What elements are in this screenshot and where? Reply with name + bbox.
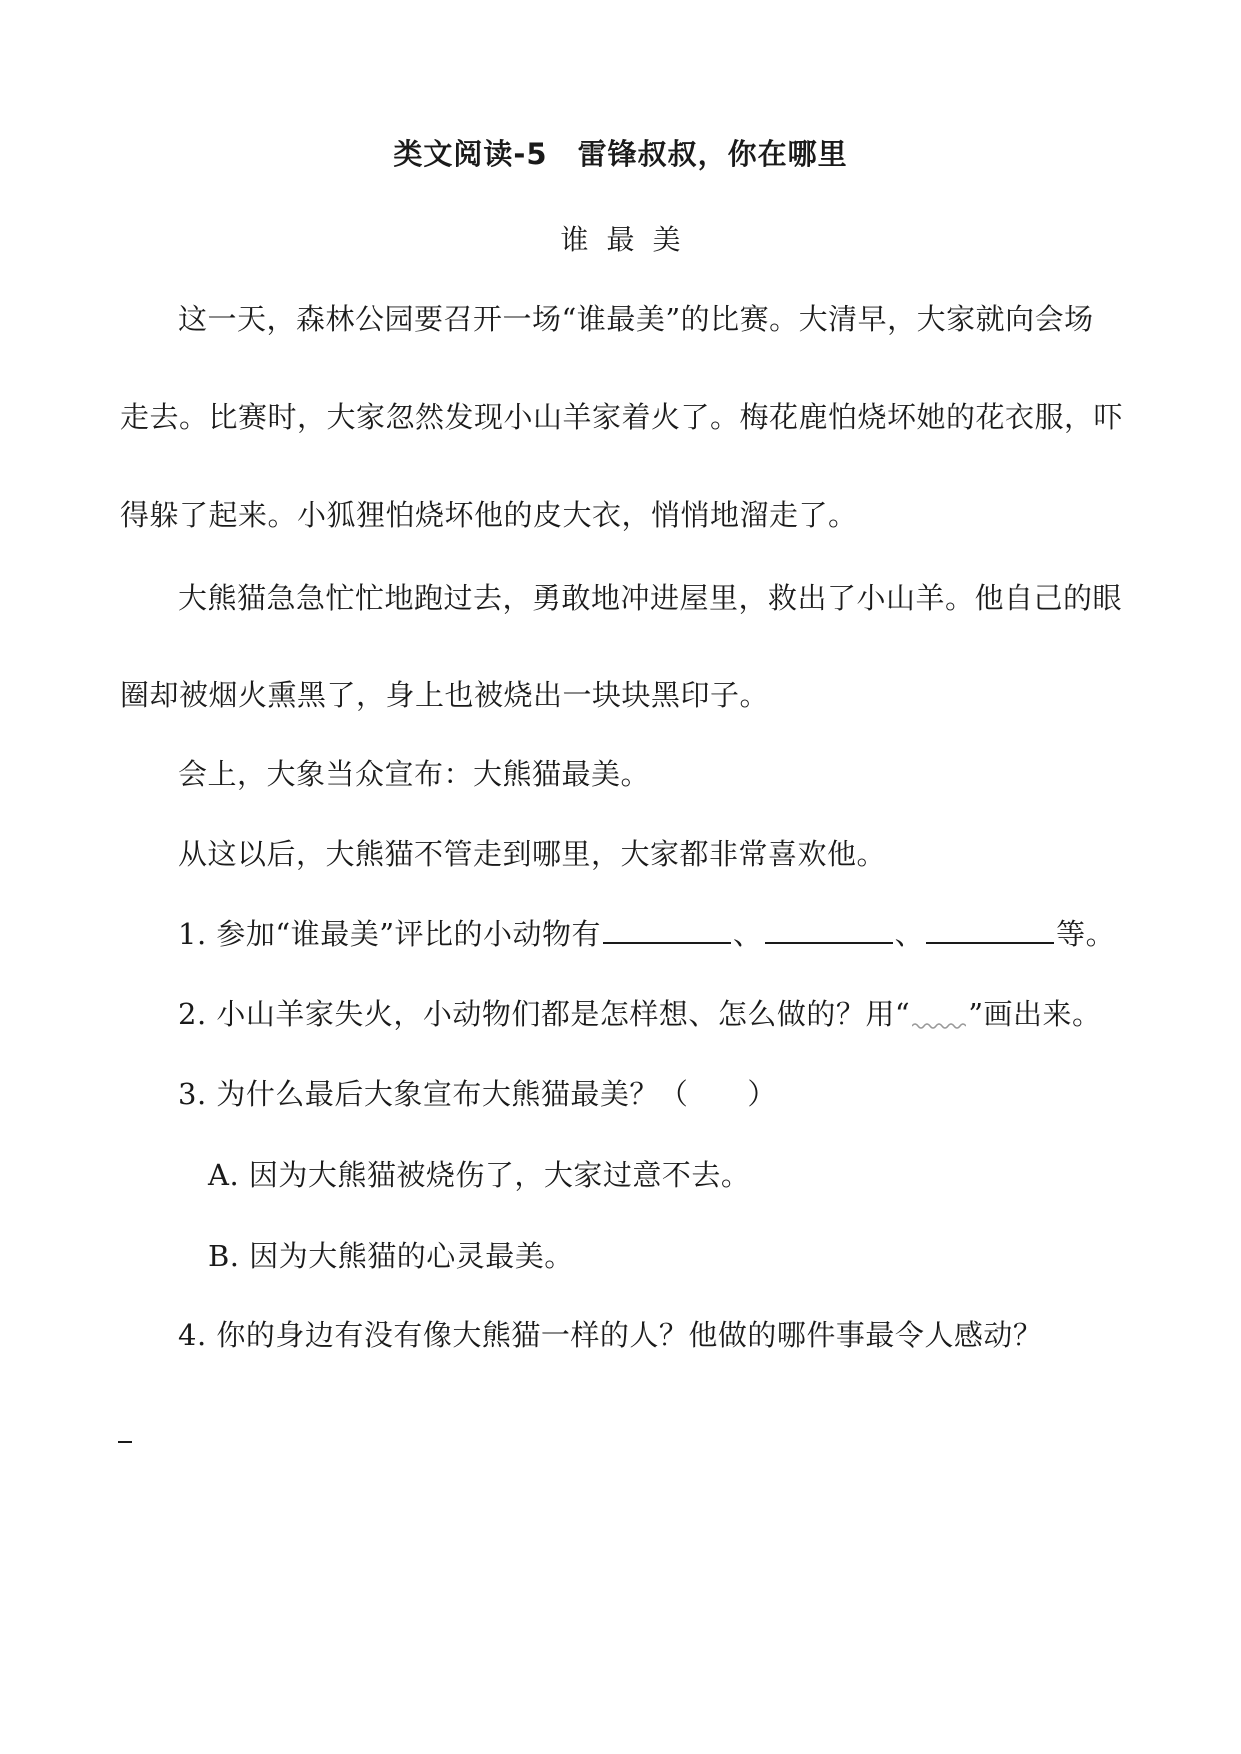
separator: 、 xyxy=(894,917,925,951)
passage-heading: 谁最美 xyxy=(560,223,699,256)
question-3: 3. 为什么最后大象宣布大熊猫最美？（ ） xyxy=(178,1077,777,1111)
answer-blank-1[interactable] xyxy=(603,918,731,944)
passage-line: 圈却被烟火熏黑了，身上也被烧出一块块黑印子。 xyxy=(120,678,770,712)
passage-line: 走去。比赛时，大家忽然发现小山羊家着火了。梅花鹿怕烧坏她的花衣服，吓 xyxy=(120,400,1124,434)
question-4: 4. 你的身边有没有像大熊猫一样的人？他做的哪件事最令人感动？ xyxy=(178,1318,1043,1352)
page-title: 类文阅读-5 雷锋叔叔，你在哪里 xyxy=(393,137,848,171)
passage-line: 这一天，森林公园要召开一场“谁最美”的比赛。大清早，大家就向会场 xyxy=(178,302,1094,336)
question-2 xyxy=(178,992,1102,1033)
answer-blank-2[interactable] xyxy=(765,918,893,944)
separator: 、 xyxy=(733,917,763,951)
question-2-text: 2. 小山羊家失火，小动物们都是怎样想、怎么做的？用“ xyxy=(178,997,911,1031)
question-1-suffix: 等。 xyxy=(1056,917,1116,951)
passage-line: 得躲了起来。小狐狸怕烧坏他的皮大衣，悄悄地溜走了。 xyxy=(120,498,858,532)
answer-line-mark xyxy=(118,1441,132,1443)
answer-blank-3[interactable] xyxy=(926,918,1054,944)
wavy-underline-icon xyxy=(910,1004,968,1024)
passage-line: 从这以后，大熊猫不管走到哪里，大家都非常喜欢他。 xyxy=(178,837,887,871)
passage-line: 大熊猫急急忙忙地跑过去，勇敢地冲进屋里，救出了小山羊。他自己的眼 xyxy=(178,581,1123,615)
passage-line: 会上，大象当众宣布：大熊猫最美。 xyxy=(178,757,651,791)
question-3-option-b[interactable]: B. 因为大熊猫的心灵最美。 xyxy=(208,1239,574,1273)
question-1-text: 1. 参加“谁最美”评比的小动物有 xyxy=(178,917,602,951)
question-1 xyxy=(178,912,1115,953)
question-2-suffix: ”画出来。 xyxy=(968,997,1102,1031)
question-3-option-a[interactable]: A. 因为大熊猫被烧伤了，大家过意不去。 xyxy=(208,1158,751,1192)
